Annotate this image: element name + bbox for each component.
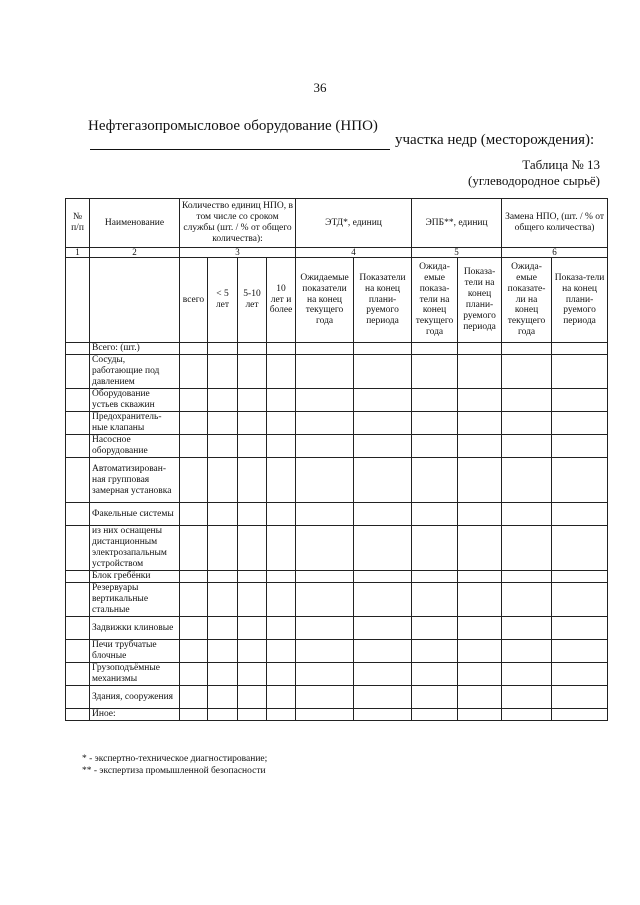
table-row xyxy=(66,617,608,640)
row-label: Задвижки клиновые xyxy=(90,617,180,640)
blank-line xyxy=(90,149,390,150)
row-label: из них оснащены дистанционным электрозапальным устройством xyxy=(90,526,180,571)
table-row xyxy=(66,583,608,617)
equipment-table xyxy=(65,198,608,721)
subheader-replacement-planned: Показа-тели на конец плани-руемого периода xyxy=(552,258,608,343)
header-row xyxy=(66,199,608,248)
row-label: Блок гребёнки xyxy=(90,571,180,583)
table-row xyxy=(66,355,608,389)
subheader-lt5: < 5 лет xyxy=(208,258,238,343)
header-etd: ЭТД*, единиц xyxy=(296,199,412,248)
row-label: Печи трубчатые блочные xyxy=(90,640,180,663)
table-row xyxy=(66,526,608,571)
subheader-empty xyxy=(90,258,180,343)
row-label: Всего: (шт.) xyxy=(90,343,180,355)
table-row xyxy=(66,435,608,458)
subheader-total: всего xyxy=(180,258,208,343)
subheader-row xyxy=(66,258,608,343)
document-title: Нефтегазопромысловое оборудование (НПО) xyxy=(88,118,378,134)
row-label: Грузоподъёмные механизмы xyxy=(90,663,180,686)
row-label: Здания, сооружения xyxy=(90,686,180,709)
table-row xyxy=(66,686,608,709)
subheader-replacement-expected: Ожида-емые показате-ли на конец текущего года xyxy=(502,258,552,343)
table-row xyxy=(66,389,608,412)
footnotes xyxy=(82,753,267,777)
column-number: 3 xyxy=(180,248,296,258)
subheader-etd-expected: Ожидаемые показатели на конец текущего года xyxy=(296,258,354,343)
column-number-row xyxy=(66,248,608,258)
subheader-epb-expected: Ожида-емые показа-тели на конец текущего года xyxy=(412,258,458,343)
column-number: 6 xyxy=(502,248,608,258)
footnote-epb: ** - экспертиза промышленной безопасности xyxy=(82,766,266,776)
table-row xyxy=(66,458,608,503)
column-number: 2 xyxy=(90,248,180,258)
table-row xyxy=(66,640,608,663)
table-caption: (углеводородное сырьё) xyxy=(468,173,600,188)
column-number: 5 xyxy=(412,248,502,258)
header-number: № п/п xyxy=(66,199,90,248)
header-replacement: Замена НПО, (шт. / % от общего количества) xyxy=(502,199,608,248)
row-label: Резервуары вертикальные стальные xyxy=(90,583,180,617)
table-number: Таблица № 13 xyxy=(522,157,600,172)
header-name: Наименование xyxy=(90,199,180,248)
table-row xyxy=(66,343,608,355)
column-number: 4 xyxy=(296,248,412,258)
table-row xyxy=(66,412,608,435)
subheader-ge10: 10 лет и более xyxy=(267,258,296,343)
row-label: Сосуды, работающие под давлением xyxy=(90,355,180,389)
table-row xyxy=(66,503,608,526)
subheader-epb-planned: Показа-тели на конец плани-руемого периода xyxy=(458,258,502,343)
subtitle-row xyxy=(90,132,610,154)
row-label: Насосное оборудование xyxy=(90,435,180,458)
header-count: Количество единиц НПО, в том числе со сроком службы (шт. / % от общего количества): xyxy=(180,199,296,248)
subheader-etd-planned: Показатели на конец плани-руемого периода xyxy=(354,258,412,343)
subheader-5-10: 5-10 лет xyxy=(238,258,267,343)
document-subtitle: участка недр (месторождения): xyxy=(395,132,595,148)
table-row xyxy=(66,663,608,686)
page-number: 36 xyxy=(313,80,327,95)
table-row xyxy=(66,709,608,721)
column-number: 1 xyxy=(66,248,90,258)
subheader-empty xyxy=(66,258,90,343)
row-label: Факельные системы xyxy=(90,503,180,526)
footnote-etd: * - экспертно-техническое диагностирование; xyxy=(82,754,268,764)
row-label: Иное: xyxy=(90,709,180,721)
row-label: Предохранитель-ные клапаны xyxy=(90,412,180,435)
row-label: Автоматизирован-ная групповая замерная установка xyxy=(90,458,180,503)
row-label: Оборудование устьев скважин xyxy=(90,389,180,412)
table-row xyxy=(66,571,608,583)
header-epb: ЭПБ**, единиц xyxy=(412,199,502,248)
